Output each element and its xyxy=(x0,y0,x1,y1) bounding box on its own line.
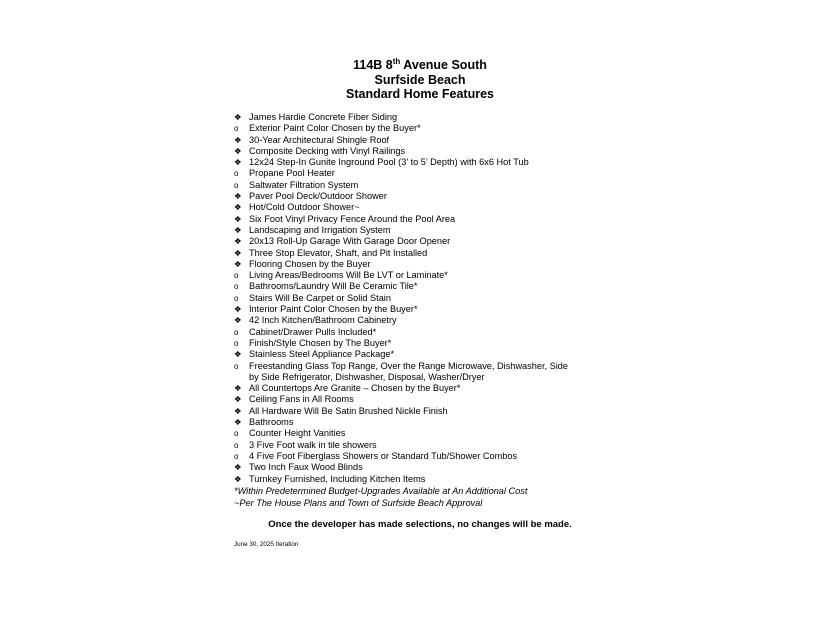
diamond-bullet-icon: ❖ xyxy=(234,157,242,168)
address-line xyxy=(0,58,840,73)
sub-feature-item xyxy=(234,440,614,451)
sub-feature-item xyxy=(234,270,614,281)
sub-feature-text: Cabinet/Drawer Pulls Included* xyxy=(249,326,377,337)
feature-item xyxy=(234,248,614,259)
city-line: Surfside Beach xyxy=(374,72,466,87)
circle-bullet-icon: o xyxy=(234,180,239,190)
diamond-bullet-icon: ❖ xyxy=(234,473,242,484)
address-suffix: Avenue South xyxy=(400,58,487,72)
feature-item xyxy=(234,259,614,270)
feature-text: Landscaping and Irrigation System xyxy=(249,224,391,235)
budget-note: *Within Predetermined Budget-Upgrades Available at An Additional Cost xyxy=(234,486,528,496)
diamond-bullet-icon: ❖ xyxy=(234,304,242,315)
circle-bullet-icon: o xyxy=(234,451,239,461)
feature-item xyxy=(234,304,614,315)
feature-text: Three Stop Elevator, Shaft, and Pit Installed xyxy=(249,247,428,258)
diamond-bullet-icon: ❖ xyxy=(234,258,242,269)
circle-bullet-icon: o xyxy=(234,361,239,371)
feature-text: Stainless Steel Appliance Package* xyxy=(249,349,395,360)
feature-text: Paver Pool Deck/Outdoor Shower xyxy=(249,191,387,202)
diamond-bullet-icon: ❖ xyxy=(234,405,242,416)
diamond-bullet-icon: ❖ xyxy=(234,191,242,202)
address-prefix: 114B 8 xyxy=(353,58,393,72)
sub-feature-text: Saltwater Filtration System xyxy=(249,179,359,190)
diamond-bullet-icon: ❖ xyxy=(234,145,242,156)
diamond-bullet-icon: ❖ xyxy=(234,224,242,235)
sub-feature-item xyxy=(234,428,614,439)
diamond-bullet-icon: ❖ xyxy=(234,247,242,258)
diamond-bullet-icon: ❖ xyxy=(234,236,242,247)
feature-item xyxy=(234,191,614,202)
diamond-bullet-icon: ❖ xyxy=(234,213,242,224)
sub-feature-item xyxy=(234,180,614,191)
sub-feature-item xyxy=(234,168,614,179)
feature-text: 20x13 Roll-Up Garage With Garage Door Opener xyxy=(249,236,451,247)
circle-bullet-icon: o xyxy=(234,338,239,348)
circle-bullet-icon: o xyxy=(234,293,239,303)
sub-feature-item xyxy=(234,451,614,462)
feature-item xyxy=(234,383,614,394)
circle-bullet-icon: o xyxy=(234,327,239,337)
sub-feature-text: 4 Five Foot Fiberglass Showers or Standard Tub/Shower Combos xyxy=(249,450,518,461)
feature-text: Hot/Cold Outdoor Shower~ xyxy=(249,202,360,213)
feature-text: Six Foot Vinyl Privacy Fence Around the Pool Area xyxy=(249,213,456,224)
feature-item xyxy=(234,225,614,236)
diamond-bullet-icon: ❖ xyxy=(234,134,242,145)
feature-item xyxy=(234,236,614,247)
feature-item xyxy=(234,406,614,417)
diamond-bullet-icon: ❖ xyxy=(234,394,242,405)
feature-text: James Hardie Concrete Fiber Siding xyxy=(249,112,398,122)
feature-item xyxy=(234,157,614,168)
sub-feature-text: Finish/Style Chosen by The Buyer* xyxy=(249,337,392,348)
iteration-date: June 30, 2025 Iteration xyxy=(234,541,299,548)
diamond-bullet-icon: ❖ xyxy=(234,417,242,428)
diamond-bullet-icon: ❖ xyxy=(234,112,242,122)
feature-text: 12x24 Step-In Gunite Inground Pool (3’ to 5’ Depth) with 6x6 Hot Tub xyxy=(249,157,529,168)
feature-item xyxy=(234,394,614,405)
circle-bullet-icon: o xyxy=(234,124,239,134)
sub-feature-text: Propane Pool Heater xyxy=(249,168,335,179)
feature-item xyxy=(234,135,614,146)
circle-bullet-icon: o xyxy=(234,440,239,450)
feature-text: Ceiling Fans in All Rooms xyxy=(249,394,354,405)
diamond-bullet-icon: ❖ xyxy=(234,383,242,394)
closing-statement: Once the developer has made selections, no changes will be made. xyxy=(268,519,572,530)
feature-item xyxy=(234,349,614,360)
feature-item xyxy=(234,474,614,485)
circle-bullet-icon: o xyxy=(234,169,239,179)
circle-bullet-icon: o xyxy=(234,282,239,292)
diamond-bullet-icon: ❖ xyxy=(234,315,242,326)
feature-text: 30-Year Architectural Shingle Roof xyxy=(249,134,390,145)
feature-text: Composite Decking with Vinyl Railings xyxy=(249,145,406,156)
diamond-bullet-icon: ❖ xyxy=(234,202,242,213)
sub-feature-item xyxy=(234,327,614,338)
circle-bullet-icon: o xyxy=(234,271,239,281)
plans-note: ~Per The House Plans and Town of Surfside Beach Approval xyxy=(234,497,483,508)
diamond-bullet-icon: ❖ xyxy=(234,349,242,360)
address-superscript: th xyxy=(392,56,401,66)
feature-text: Interior Paint Color Chosen by the Buyer* xyxy=(249,304,418,315)
feature-item xyxy=(234,202,614,213)
document-title xyxy=(0,58,840,102)
feature-text: Turnkey Furnished, Including Kitchen Items xyxy=(249,473,426,484)
feature-item xyxy=(234,214,614,225)
feature-text: Bathrooms xyxy=(249,417,294,428)
sub-feature-item xyxy=(234,338,614,349)
circle-bullet-icon: o xyxy=(234,429,239,439)
sub-feature-item xyxy=(234,361,614,384)
feature-item xyxy=(234,417,614,428)
sub-feature-text: 3 Five Foot walk in tile showers xyxy=(249,439,377,450)
footnotes xyxy=(234,486,527,509)
feature-text: 42 Inch Kitchen/Bathroom Cabinetry xyxy=(249,315,397,326)
sub-feature-text: Bathrooms/Laundry Will Be Ceramic Tile* xyxy=(249,281,418,292)
sub-feature-text: Counter Height Vanities xyxy=(249,428,346,439)
sub-feature-text: Freestanding Glass Top Range, Over the Range Microwave, Dishwasher, Side by Side Refrigerator, Dishwasher, Disposal, Washer/Dryer xyxy=(249,360,568,382)
feature-text: All Countertops Are Granite – Chosen by the Buyer* xyxy=(249,383,461,394)
sub-feature-item xyxy=(234,293,614,304)
feature-text: Flooring Chosen by the Buyer xyxy=(249,258,371,269)
sub-feature-text: Living Areas/Bedrooms Will Be LVT or Laminate* xyxy=(249,270,448,281)
features-list xyxy=(234,112,614,485)
diamond-bullet-icon: ❖ xyxy=(234,462,242,473)
feature-text: All Hardware Will Be Satin Brushed Nickle Finish xyxy=(249,405,448,416)
sub-feature-text: Stairs Will Be Carpet or Solid Stain xyxy=(249,292,391,303)
sub-feature-text: Exterior Paint Color Chosen by the Buyer* xyxy=(249,123,421,134)
heading-line: Standard Home Features xyxy=(346,87,494,101)
feature-item xyxy=(234,462,614,473)
sub-feature-item xyxy=(234,281,614,292)
feature-item xyxy=(234,146,614,157)
sub-feature-item xyxy=(234,123,614,134)
feature-item xyxy=(234,315,614,326)
feature-item xyxy=(234,112,614,123)
feature-text: Two Inch Faux Wood Blinds xyxy=(249,462,363,473)
